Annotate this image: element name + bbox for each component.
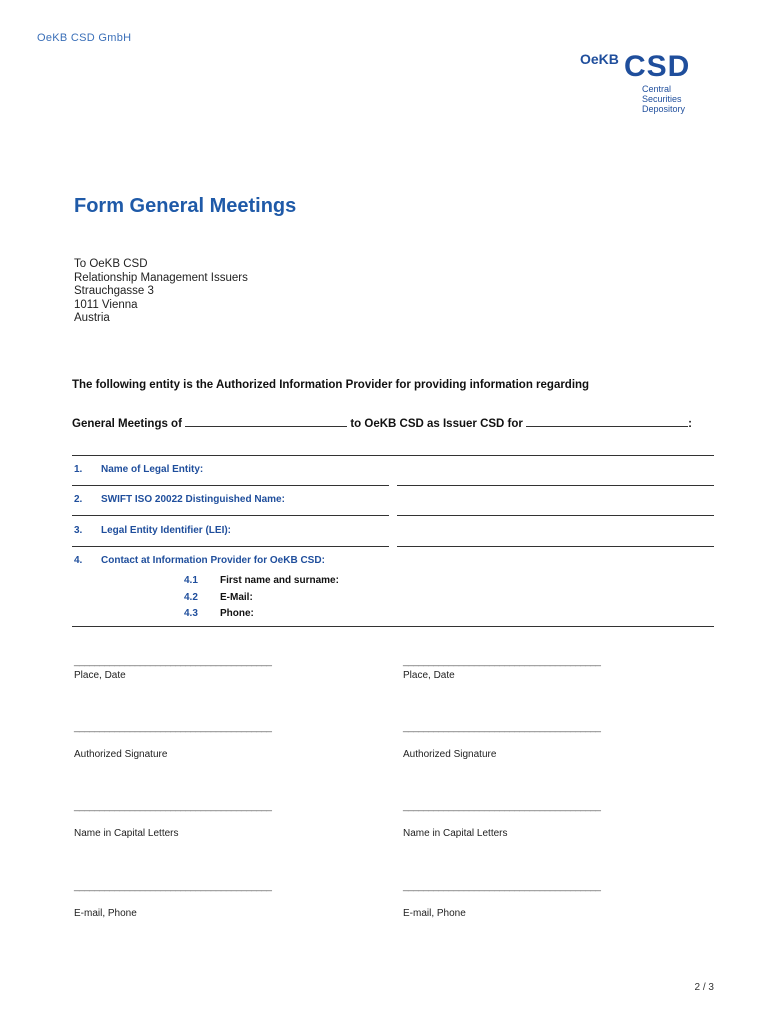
issuer-field[interactable] — [526, 417, 688, 427]
item-swift-name: 2. SWIFT ISO 20022 Distinguished Name: — [74, 494, 285, 505]
statement-line-2: General Meetings of to OeKB CSD as Issuer CSD for : — [72, 418, 692, 430]
recipient-address: To OeKB CSD Relationship Management Issuers Strauchgasse 3 1011 Vienna Austria — [74, 258, 248, 324]
item-legal-entity: 1. Name of Legal Entity: — [74, 464, 204, 475]
field-line — [72, 546, 389, 547]
signature-line[interactable]: _______________________________________ — [403, 801, 601, 812]
item-lei: 3. Legal Entity Identifier (LEI): — [74, 525, 232, 536]
oekb-csd-logo — [580, 46, 720, 114]
swift-name-field[interactable] — [397, 515, 714, 516]
lei-field[interactable] — [397, 546, 714, 547]
statement-line-1: The following entity is the Authorized Information Provider for providing information regarding — [72, 379, 590, 391]
signature-line[interactable]: _______________________________________ — [74, 656, 272, 667]
place-date-label: Place, Date — [403, 670, 455, 681]
subitem-phone: 4.3 Phone: — [184, 608, 254, 619]
signature-line[interactable]: _______________________________________ — [74, 801, 272, 812]
subitem-name: 4.1 First name and surname: — [184, 575, 339, 586]
svg-text:OeKB: OeKB — [580, 51, 619, 67]
email-phone-label: E-mail, Phone — [403, 908, 466, 919]
field-line — [72, 485, 389, 486]
subitem-email: 4.2 E-Mail: — [184, 592, 253, 603]
signature-line[interactable]: _______________________________________ — [403, 722, 601, 733]
field-line — [72, 515, 389, 516]
legal-entity-field[interactable] — [397, 485, 714, 486]
place-date-label: Place, Date — [74, 670, 126, 681]
signature-line[interactable]: _______________________________________ — [74, 722, 272, 733]
page-title: Form General Meetings — [74, 195, 297, 217]
company-name: OeKB CSD GmbH — [37, 32, 132, 44]
logo-mark-icon — [580, 46, 720, 86]
authorized-signature-label: Authorized Signature — [403, 749, 497, 760]
page-number: 2 / 3 — [694, 982, 714, 993]
signature-line[interactable]: _______________________________________ — [403, 881, 601, 892]
item-contact: 4. Contact at Information Provider for OeKB CSD: — [74, 555, 325, 566]
email-phone-label: E-mail, Phone — [74, 908, 137, 919]
name-capital-label: Name in Capital Letters — [403, 828, 508, 839]
signature-line[interactable]: _______________________________________ — [403, 656, 601, 667]
svg-text:CSD: CSD — [624, 50, 691, 83]
name-capital-label: Name in Capital Letters — [74, 828, 179, 839]
logo-tagline: Central Securities Depository — [642, 84, 686, 114]
divider — [72, 626, 714, 627]
signature-line[interactable]: _______________________________________ — [74, 881, 272, 892]
divider — [72, 455, 714, 456]
entity-name-field[interactable] — [185, 417, 347, 427]
authorized-signature-label: Authorized Signature — [74, 749, 168, 760]
